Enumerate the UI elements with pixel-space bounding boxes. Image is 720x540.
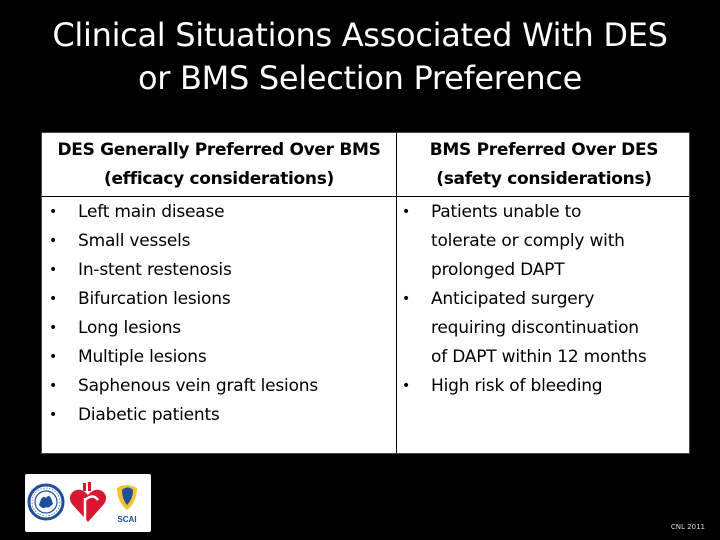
bms-header-line-2: (safety considerations) (436, 169, 652, 189)
des-header-line-2: (efficacy considerations) (103, 169, 335, 189)
list-item (45, 401, 318, 430)
comparison-table (41, 132, 690, 454)
slide-title-line-2: or BMS Selection Preference (137, 59, 583, 97)
acc-seal-icon (29, 485, 63, 519)
list-item-text: Left main disease (78, 202, 225, 222)
bullet-icon: • (49, 378, 58, 394)
des-preferred-header (42, 136, 396, 194)
bullet-icon: • (49, 204, 58, 220)
bullet-icon: • (49, 233, 58, 249)
bullet-icon: • (49, 349, 58, 365)
footer-note: CNL 2011 (670, 523, 705, 531)
list-item-line: prolonged DAPT (431, 260, 565, 280)
bullet-icon: • (49, 407, 58, 423)
bullet-icon: • (49, 291, 58, 307)
slide-title (0, 14, 720, 100)
list-item (398, 198, 647, 285)
list-item-text: Bifurcation lesions (78, 289, 231, 309)
bullet-icon: • (49, 320, 58, 336)
society-logos (25, 474, 151, 532)
list-item-text: Saphenous vein graft lesions (78, 376, 319, 396)
list-item (45, 314, 318, 343)
list-item-line: tolerate or comply with (431, 231, 625, 251)
slide-title-line-1: Clinical Situations Associated With DES (52, 16, 668, 54)
list-item-line: High risk of bleeding (431, 376, 603, 396)
bullet-icon: • (402, 378, 411, 394)
list-item (45, 343, 318, 372)
list-item (45, 372, 318, 401)
list-item-line: requiring discontinuation (431, 318, 639, 338)
logos-graphic (25, 474, 151, 532)
list-item (45, 198, 318, 227)
list-item (45, 256, 318, 285)
list-item-line: Patients unable to (431, 202, 582, 222)
bms-header-line-1: BMS Preferred Over DES (429, 140, 659, 160)
des-preferred-list (45, 198, 318, 430)
scai-logo-text: SCAI (117, 515, 137, 524)
list-item-text: Small vessels (78, 231, 191, 251)
list-item-text: Multiple lesions (78, 347, 207, 367)
list-item-text: In-stent restenosis (78, 260, 232, 280)
aha-heart-icon (70, 482, 106, 524)
list-item-line: Anticipated surgery (431, 289, 595, 309)
list-item (398, 285, 647, 372)
bullet-icon: • (402, 204, 411, 220)
list-item-text: Diabetic patients (78, 405, 220, 425)
scai-logo-icon (117, 485, 137, 524)
list-item-line: of DAPT within 12 months (431, 347, 647, 367)
bms-preferred-list (398, 198, 647, 401)
bullet-icon: • (49, 262, 58, 278)
bms-preferred-header (397, 136, 691, 194)
list-item (45, 227, 318, 256)
list-item (45, 285, 318, 314)
list-item-text: Long lesions (78, 318, 181, 338)
des-header-line-1: DES Generally Preferred Over BMS (57, 140, 381, 160)
header-divider (42, 196, 689, 197)
bullet-icon: • (402, 291, 411, 307)
list-item (398, 372, 647, 401)
